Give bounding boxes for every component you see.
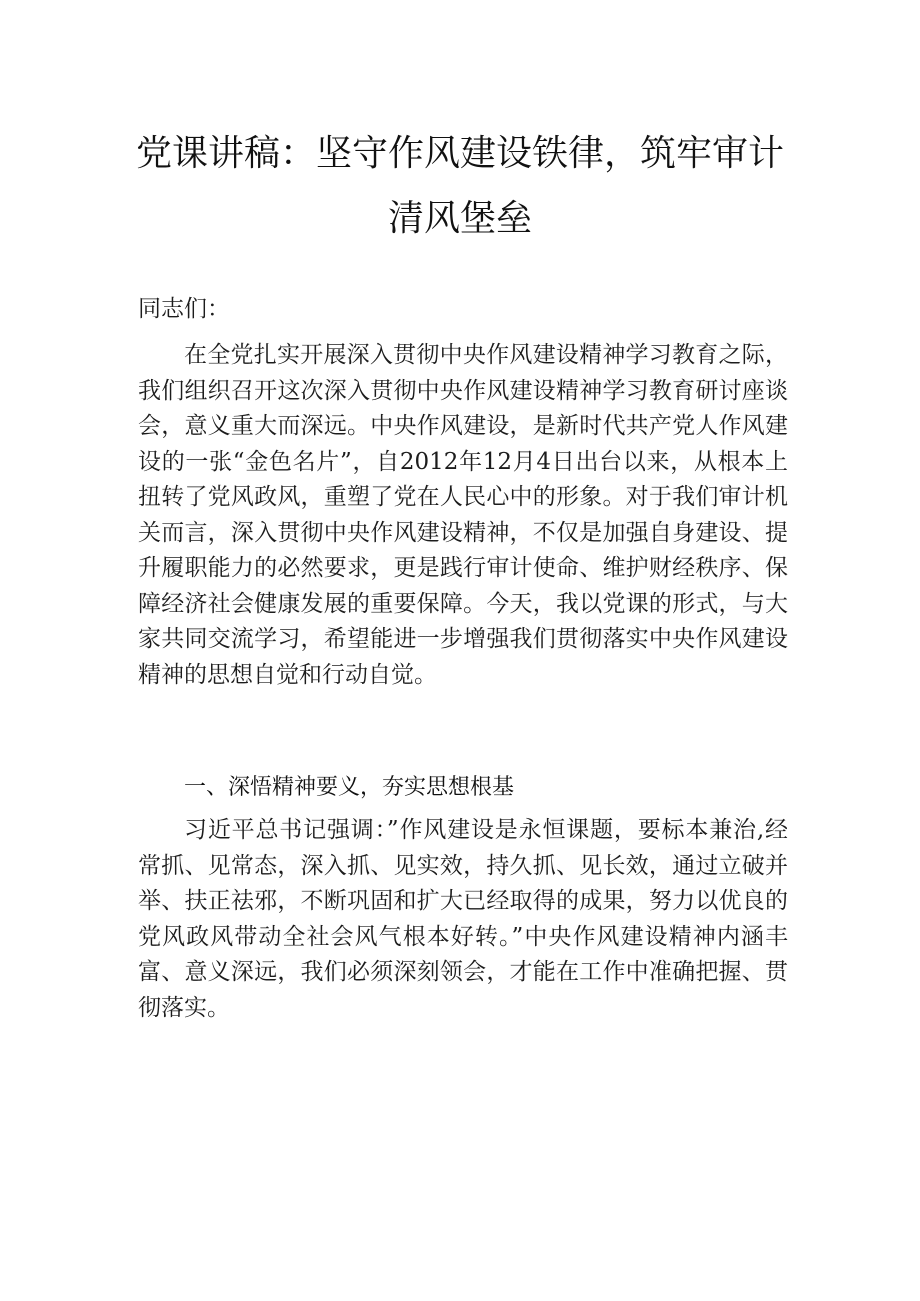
body-paragraph-1-block [138, 338, 788, 693]
document-title-line-1: 党课讲稿：坚守作风建设铁律，筑牢审计 [135, 133, 784, 174]
document-title-line-2: 清风堡垒 [387, 198, 532, 239]
section-heading-1: 一、深悟精神要义，夯实思想根基 [184, 775, 515, 800]
salutation: 同志们： [138, 296, 230, 322]
body-paragraph-2: 习近平总书记强调：”作风建设是永恒课题，要标本兼治,经常抓、见常态，深入抓、见实效，持久抓、见长效，通过立破并举、扶正祛邪，不断巩固和扩大已经取得的成果，努力以优良的党风政风带动全社会风气根本好转。”中央作风建设精神内涵丰富、意义深远，我们必须深刻领会，才能在工作中准确把握、贯彻落实。 [138, 817, 788, 1021]
body-paragraph-1: 在全党扎实开展深入贯彻中央作风建设精神学习教育之际，我们组织召开这次深入贯彻中央作风建设精神学习教育研讨座谈会，意义重大而深远。中央作风建设，是新时代共产党人作风建设的一张“金色名片”，自2012年12月4日出台以来，从根本上扭转了党风政风，重塑了党在人民心中的形象。对于我们审计机关而言，深入贯彻中央作风建设精神，不仅是加强自身建设、提升履职能力的必然要求，更是践行审计使命、维护财经秩序、保障经济社会健康发展的重要保障。今天，我以党课的形式，与大家共同交流学习，希望能进一步增强我们贯彻落实中央作风建设精神的思想自觉和行动自觉。 [138, 342, 788, 688]
body-paragraph-2-block [138, 813, 788, 1026]
